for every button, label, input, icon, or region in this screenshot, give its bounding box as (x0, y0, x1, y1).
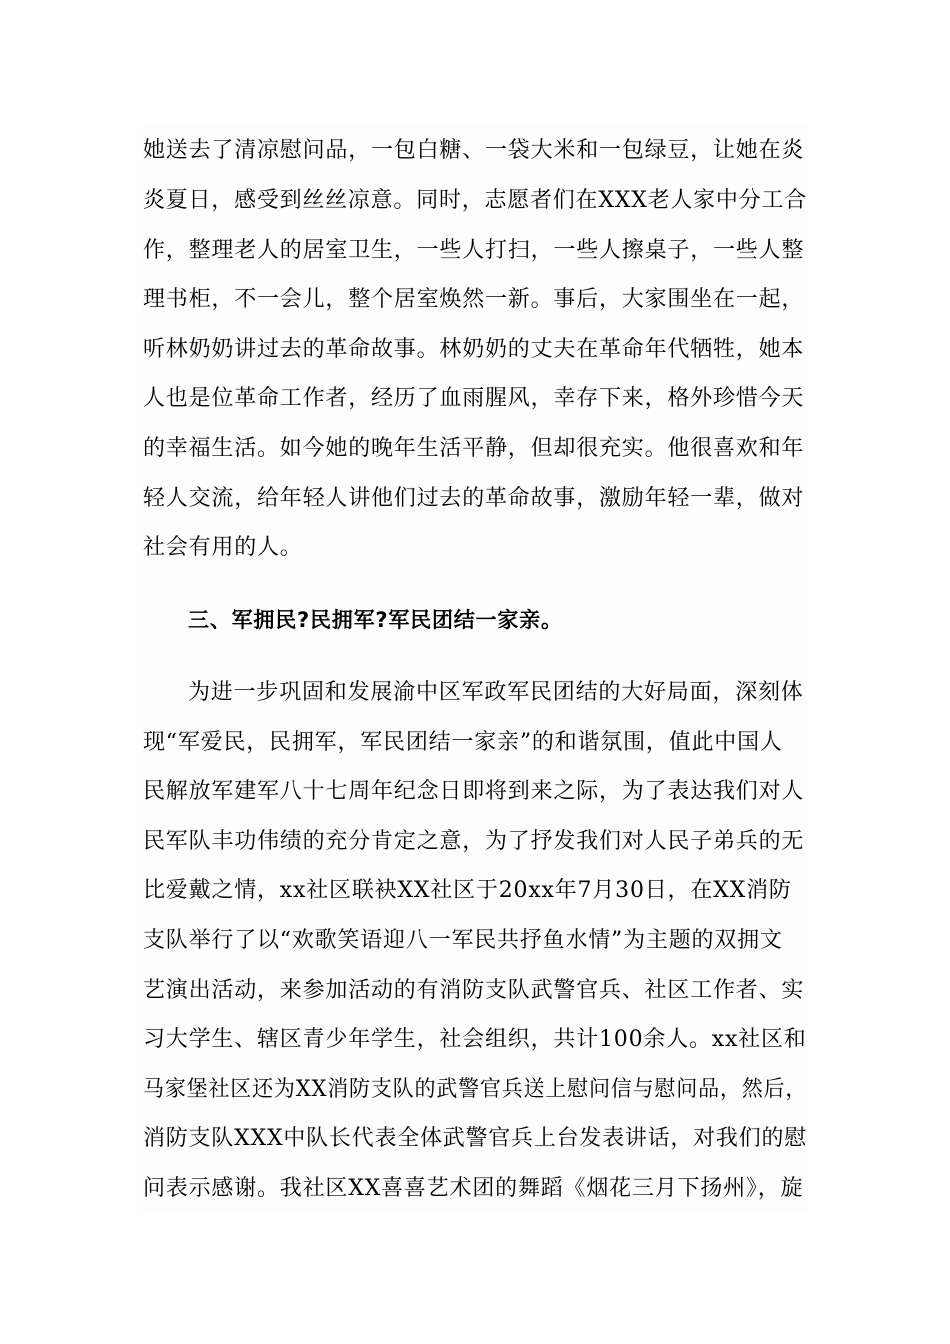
paragraph-line: 习大学生、辖区青少年学生，社会组织，共计100余人。xx社区和 (143, 1027, 807, 1052)
paragraph-line: 轻人交流，给年轻人讲他们过去的革命故事，激励年轻一辈，做对 (143, 486, 805, 511)
paragraph-line: 社会有用的人。 (143, 535, 303, 560)
paragraph-line: 她送去了清凉慰问品，一包白糖、一袋大米和一包绿豆，让她在炎 (143, 138, 805, 163)
paragraph-line: 民军队丰功伟绩的充分肯定之意，为了抒发我们对人民子弟兵的无 (143, 829, 805, 854)
section-heading: 三、军拥民?民拥军?军民团结一家亲。 (188, 608, 563, 632)
paragraph-line: 炎夏日，感受到丝丝凉意。同时，志愿者们在XXX老人家中分工合 (143, 188, 808, 213)
paragraph-line: 马家堡社区还为XX消防支队的武警官兵送上慰问信与慰问品，然后， (143, 1077, 808, 1102)
paragraph-line: 比爱戴之情，xx社区联袂XX社区于20xx年7月30日，在XX消防 (143, 878, 792, 903)
document-page (143, 126, 807, 1214)
paragraph-line: 现“军爱民，民拥军，军民团结一家亲”的和谐氛围，值此中国人 (143, 730, 783, 755)
paragraph-line: 的幸福生活。如今她的晚年生活平静，但却很充实。他很喜欢和年 (143, 436, 805, 461)
paragraph-line: 人也是位革命工作者，经历了血雨腥风，幸存下来，格外珍惜今天 (143, 386, 805, 411)
paragraph-line: 消防支队XXX中队长代表全体武警官兵上台发表讲话，对我们的慰 (143, 1126, 808, 1151)
paragraph-line: 支队举行了以“欢歌笑语迎八一军民共抒鱼水情”为主题的双拥文 (143, 928, 783, 953)
paragraph-line: 听林奶奶讲过去的革命故事。林奶奶的丈夫在革命年代牺牲，她本 (143, 337, 805, 362)
paragraph-line: 艺演出活动，来参加活动的有消防支队武警官兵、社区工作者、实 (143, 978, 805, 1003)
paragraph-line: 为进一步巩固和发展渝中区军政军民团结的大好局面，深刻体 (188, 680, 804, 705)
paragraph-line: 理书柜，不一会儿，整个居室焕然一新。事后，大家围坐在一起， (143, 287, 805, 312)
paragraph-line: 问表示感谢。我社区XX喜喜艺术团的舞蹈《烟花三月下扬州》，旋 (143, 1176, 804, 1201)
paragraph-line: 作，整理老人的居室卫生，一些人打扫，一些人擦桌子，一些人整 (143, 238, 805, 263)
paragraph-line: 民解放军建军八十七周年纪念日即将到来之际，为了表达我们对人 (143, 779, 805, 804)
